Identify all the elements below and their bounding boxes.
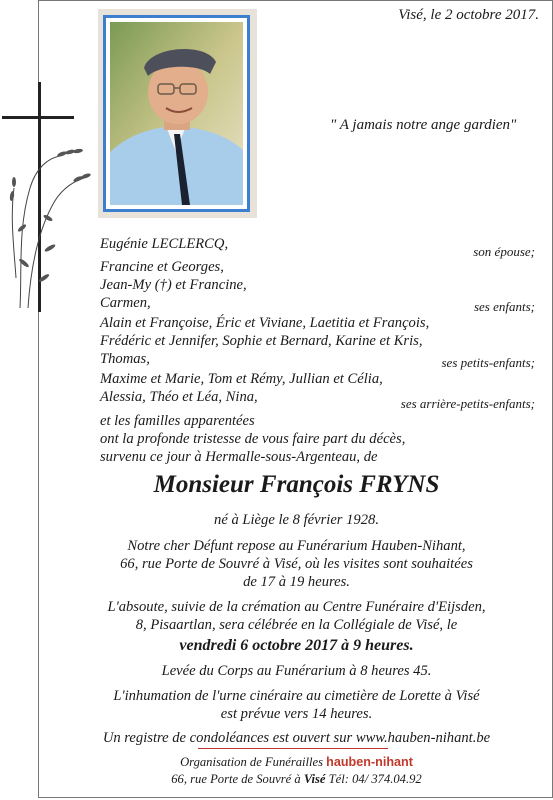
family-spouse: Eugénie LECLERCQ, — [100, 236, 229, 252]
quote: " A jamais notre ange gardien" — [330, 117, 517, 133]
register-line: Un registre de condoléances est ouvert sur www.hauben-nihant.be — [102, 730, 491, 746]
family-grandchildren-1: Alain et Françoise, Éric et Viviane, Laetitia et François, — [100, 315, 430, 331]
family-greatgrandchildren-1: Maxime et Marie, Tom et Rémy, Jullian et Célia, — [100, 371, 383, 387]
footer-addr-prefix: 66, rue Porte de Souvré à — [171, 772, 301, 786]
family-children-1: Francine et Georges, — [100, 259, 224, 275]
ceremony-line-1: L'absoute, suivie de la crémation au Centre Funéraire d'Eijsden, — [107, 599, 486, 615]
visit-line-2: 66, rue Porte de Souvré à Visé, où les visites sont souhaitées — [120, 556, 473, 572]
family-children-2: Jean-My (†) et Francine, — [100, 277, 247, 293]
visit-line-3: de 17 à 19 heures. — [243, 574, 350, 590]
footer-address — [40, 771, 553, 788]
levee-line: Levée du Corps au Funérarium à 8 heures 45. — [161, 663, 432, 679]
footer-addr-city: Visé — [303, 772, 326, 786]
role-grandchildren: ses petits-enfants; — [441, 355, 535, 370]
footer-organisation — [40, 754, 553, 771]
footer-brand: hauben-nihant — [326, 755, 413, 769]
notice-date: Visé, le 2 octobre 2017. — [398, 7, 539, 23]
family-grandchildren-2: Frédéric et Jennifer, Sophie et Bernard, Karine et Kris, — [100, 333, 423, 349]
family-relatives-1: et les familles apparentées — [100, 413, 255, 429]
family-relatives-2: ont la profonde tristesse de vous faire part du décès, — [100, 431, 406, 447]
role-spouse: son épouse; — [473, 244, 535, 259]
visit-line-1: Notre cher Défunt repose au Funérarium Hauben-Nihant, — [127, 538, 466, 554]
deceased-birth: né à Liège le 8 février 1928. — [214, 512, 379, 528]
role-children: ses enfants; — [473, 299, 535, 314]
ceremony-line-2: 8, Pisaartlan, sera célébrée en la Collégiale de Visé, le — [135, 617, 458, 633]
family-greatgrandchildren-2: Alessia, Théo et Léa, Nina, — [100, 389, 258, 405]
family-children-3: Carmen, — [100, 295, 151, 311]
role-greatgrandchildren: ses arrière-petits-enfants; — [400, 396, 535, 411]
footer-addr-tel: Tél: 04/ 374.04.92 — [328, 772, 422, 786]
footer-divider — [198, 748, 388, 749]
family-grandchildren-3: Thomas, — [100, 351, 150, 367]
portrait-image — [110, 22, 243, 205]
footer-org-prefix: Organisation de Funérailles — [180, 755, 324, 769]
family-relatives-3: survenu ce jour à Hermalle-sous-Argenteau, de — [100, 449, 378, 465]
urn-line-2: est prévue vers 14 heures. — [220, 706, 373, 722]
ceremony-date: vendredi 6 octobre 2017 à 9 heures. — [179, 637, 414, 654]
cross-wheat-icon — [0, 78, 95, 318]
portrait-photo — [98, 9, 257, 218]
deceased-name: Monsieur François FRYNS — [153, 471, 440, 498]
urn-line-1: L'inhumation de l'urne cinéraire au cimetière de Lorette à Visé — [113, 688, 480, 704]
